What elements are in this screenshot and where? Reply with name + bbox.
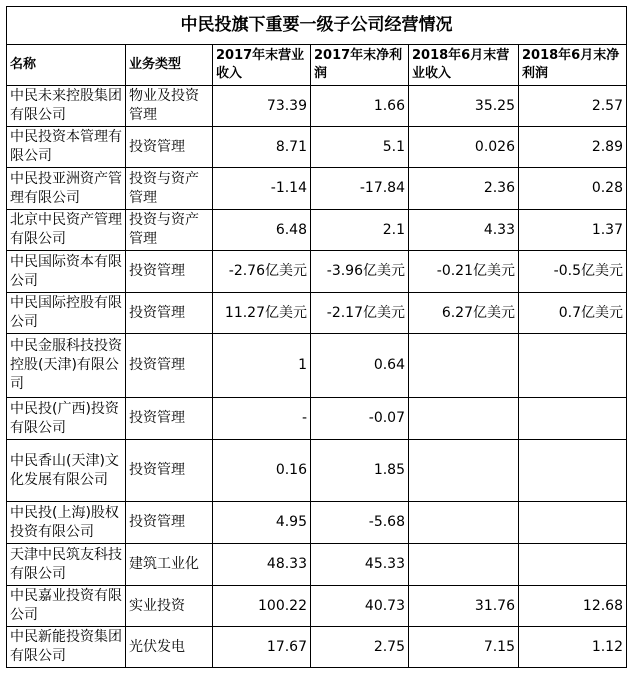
- business-type-cell[interactable]: 投资管理: [126, 398, 213, 440]
- subsidiary-table: [6, 6, 627, 668]
- net-profit-2017-cell[interactable]: -5.68: [311, 502, 409, 544]
- business-type-cell[interactable]: 光伏发电: [126, 627, 213, 668]
- company-name-cell[interactable]: 北京中民资产管理有限公司: [7, 210, 126, 251]
- net-profit-2018h1-cell[interactable]: 2.89: [519, 127, 627, 168]
- table-row: [7, 334, 627, 398]
- business-type-cell[interactable]: 物业及投资管理: [126, 86, 213, 127]
- company-name-cell[interactable]: 中民未来控股集团有限公司: [7, 86, 126, 127]
- header-name[interactable]: 名称: [7, 45, 126, 86]
- header-2017-revenue[interactable]: 2017年末营业收入: [213, 45, 311, 86]
- revenue-2017-cell[interactable]: 100.22: [213, 586, 311, 627]
- header-2018h1-net-profit[interactable]: 2018年6月末净利润: [519, 45, 627, 86]
- company-name-cell[interactable]: 中民投资本管理有限公司: [7, 127, 126, 168]
- company-name-cell[interactable]: 中民投(上海)股权投资有限公司: [7, 502, 126, 544]
- net-profit-2018h1-cell[interactable]: 0.7亿美元: [519, 293, 627, 334]
- table-row: [7, 293, 627, 334]
- net-profit-2018h1-cell[interactable]: 0.28: [519, 168, 627, 210]
- header-2018h1-revenue[interactable]: 2018年6月末营业收入: [409, 45, 519, 86]
- net-profit-2017-cell[interactable]: 0.64: [311, 334, 409, 398]
- header-row: [7, 45, 627, 86]
- revenue-2018h1-cell[interactable]: [409, 398, 519, 440]
- revenue-2018h1-cell[interactable]: 35.25: [409, 86, 519, 127]
- revenue-2017-cell[interactable]: 48.33: [213, 544, 311, 586]
- revenue-2017-cell[interactable]: -2.76亿美元: [213, 251, 311, 293]
- revenue-2017-cell[interactable]: 4.95: [213, 502, 311, 544]
- revenue-2017-cell[interactable]: 11.27亿美元: [213, 293, 311, 334]
- net-profit-2018h1-cell[interactable]: [519, 398, 627, 440]
- company-name-cell[interactable]: 中民国际资本有限公司: [7, 251, 126, 293]
- business-type-cell[interactable]: 投资管理: [126, 293, 213, 334]
- net-profit-2018h1-cell[interactable]: 1.37: [519, 210, 627, 251]
- revenue-2018h1-cell[interactable]: 7.15: [409, 627, 519, 668]
- company-name-cell[interactable]: 中民投亚洲资产管理有限公司: [7, 168, 126, 210]
- revenue-2018h1-cell[interactable]: 2.36: [409, 168, 519, 210]
- table-title[interactable]: 中民投旗下重要一级子公司经营情况: [7, 7, 627, 45]
- revenue-2017-cell[interactable]: 17.67: [213, 627, 311, 668]
- revenue-2018h1-cell[interactable]: [409, 440, 519, 502]
- revenue-2018h1-cell[interactable]: 0.026: [409, 127, 519, 168]
- revenue-2018h1-cell[interactable]: 4.33: [409, 210, 519, 251]
- net-profit-2017-cell[interactable]: 5.1: [311, 127, 409, 168]
- business-type-cell[interactable]: 投资与资产管理: [126, 168, 213, 210]
- net-profit-2017-cell[interactable]: -17.84: [311, 168, 409, 210]
- business-type-cell[interactable]: 投资管理: [126, 440, 213, 502]
- revenue-2017-cell[interactable]: 6.48: [213, 210, 311, 251]
- revenue-2018h1-cell[interactable]: [409, 502, 519, 544]
- net-profit-2017-cell[interactable]: 40.73: [311, 586, 409, 627]
- net-profit-2018h1-cell[interactable]: [519, 544, 627, 586]
- company-name-cell[interactable]: 中民新能投资集团有限公司: [7, 627, 126, 668]
- revenue-2018h1-cell[interactable]: -0.21亿美元: [409, 251, 519, 293]
- net-profit-2017-cell[interactable]: 2.75: [311, 627, 409, 668]
- net-profit-2017-cell[interactable]: 45.33: [311, 544, 409, 586]
- net-profit-2017-cell[interactable]: 1.66: [311, 86, 409, 127]
- net-profit-2018h1-cell[interactable]: 1.12: [519, 627, 627, 668]
- net-profit-2017-cell[interactable]: -0.07: [311, 398, 409, 440]
- table-row: [7, 127, 627, 168]
- net-profit-2018h1-cell[interactable]: [519, 334, 627, 398]
- table-row: [7, 210, 627, 251]
- company-name-cell[interactable]: 中民嘉业投资有限公司: [7, 586, 126, 627]
- business-type-cell[interactable]: 投资管理: [126, 334, 213, 398]
- revenue-2017-cell[interactable]: -: [213, 398, 311, 440]
- business-type-cell[interactable]: 实业投资: [126, 586, 213, 627]
- table-row: [7, 627, 627, 668]
- net-profit-2017-cell[interactable]: -2.17亿美元: [311, 293, 409, 334]
- revenue-2017-cell[interactable]: 8.71: [213, 127, 311, 168]
- net-profit-2018h1-cell[interactable]: 12.68: [519, 586, 627, 627]
- net-profit-2018h1-cell[interactable]: [519, 440, 627, 502]
- revenue-2017-cell[interactable]: -1.14: [213, 168, 311, 210]
- company-name-cell[interactable]: 中民金服科技投资控股(天津)有限公司: [7, 334, 126, 398]
- revenue-2018h1-cell[interactable]: 31.76: [409, 586, 519, 627]
- business-type-cell[interactable]: 投资管理: [126, 251, 213, 293]
- title-row: [7, 7, 627, 45]
- revenue-2017-cell[interactable]: 1: [213, 334, 311, 398]
- business-type-cell[interactable]: 建筑工业化: [126, 544, 213, 586]
- company-name-cell[interactable]: 中民香山(天津)文化发展有限公司: [7, 440, 126, 502]
- header-2017-net-profit[interactable]: 2017年末净利润: [311, 45, 409, 86]
- table-row: [7, 398, 627, 440]
- net-profit-2017-cell[interactable]: 2.1: [311, 210, 409, 251]
- table-row: [7, 586, 627, 627]
- net-profit-2018h1-cell[interactable]: 2.57: [519, 86, 627, 127]
- table-row: [7, 168, 627, 210]
- business-type-cell[interactable]: 投资管理: [126, 502, 213, 544]
- revenue-2018h1-cell[interactable]: 6.27亿美元: [409, 293, 519, 334]
- company-name-cell[interactable]: 中民投(广西)投资有限公司: [7, 398, 126, 440]
- table-row: [7, 251, 627, 293]
- spreadsheet: [6, 6, 627, 668]
- revenue-2018h1-cell[interactable]: [409, 334, 519, 398]
- table-row: [7, 86, 627, 127]
- company-name-cell[interactable]: 天津中民筑友科技有限公司: [7, 544, 126, 586]
- net-profit-2017-cell[interactable]: -3.96亿美元: [311, 251, 409, 293]
- business-type-cell[interactable]: 投资与资产管理: [126, 210, 213, 251]
- net-profit-2017-cell[interactable]: 1.85: [311, 440, 409, 502]
- revenue-2017-cell[interactable]: 0.16: [213, 440, 311, 502]
- company-name-cell[interactable]: 中民国际控股有限公司: [7, 293, 126, 334]
- revenue-2017-cell[interactable]: 73.39: [213, 86, 311, 127]
- revenue-2018h1-cell[interactable]: [409, 544, 519, 586]
- table-row: [7, 502, 627, 544]
- header-business-type[interactable]: 业务类型: [126, 45, 213, 86]
- net-profit-2018h1-cell[interactable]: -0.5亿美元: [519, 251, 627, 293]
- net-profit-2018h1-cell[interactable]: [519, 502, 627, 544]
- table-row: [7, 544, 627, 586]
- business-type-cell[interactable]: 投资管理: [126, 127, 213, 168]
- table-row: [7, 440, 627, 502]
